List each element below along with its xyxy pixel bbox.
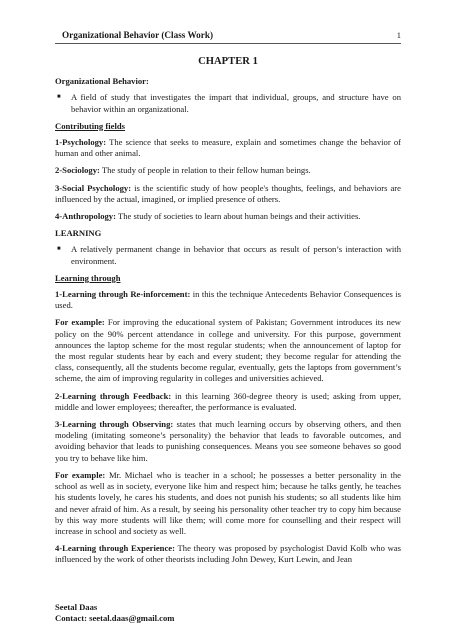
square-bullet-icon: ■ (57, 246, 61, 253)
example-2-label: For example: (55, 469, 106, 480)
observing-label: 3-Learning through Observing: (55, 419, 174, 430)
contributing-fields-heading: Contributing fields (55, 120, 125, 131)
example-2-text: Mr. Michael who is teacher in a school; he possesses a better personality in the school as well as in society, everyone like him and respect him; because he talks gently, he teaches his students lovely, he cares his students, and does not punish his students; so all students like him and never afraid of him. As a result, by seeing his personality other teacher try to copy him because by this way more students will like them; will come more for counselling and their respect will increase in school and society as well. (55, 469, 401, 536)
learning-through-heading: Learning through (55, 272, 121, 283)
reinforcement-label: 1-Learning through Re-inforcement: (55, 289, 191, 300)
ob-heading: Organizational Behavior: (55, 76, 149, 87)
experience-label: 4-Learning through Experience: (55, 543, 175, 554)
psychology-label: 1-Psychology: (55, 137, 107, 148)
experience-text: The theory was proposed by psychologist David Kolb who was influenced by the work of other theorists including John Dewey, Kurt Lewin, and Jean (55, 543, 401, 565)
observing-text: states that much learning occurs by observing others, and then modeling (imitating someone’s personality) the behavior that leads to favorable outcomes, and avoiding behavior that leads to punishing consequences. Means you see someone behaves so good you try to behave like him. (55, 419, 401, 463)
page-footer (55, 602, 174, 624)
psychology-paragraph (55, 137, 401, 159)
sociology-text: The study of people in relation to their fellow human beings. (99, 165, 311, 176)
learning-bullet-item (55, 244, 401, 266)
sociology-paragraph (55, 165, 401, 176)
page-header (62, 30, 401, 44)
social-psychology-label: 3-Social Psychology: (55, 182, 132, 193)
header-rule (55, 43, 401, 44)
anthropology-text: The study of societies to learn about human beings and their activities. (115, 211, 361, 222)
ob-bullet-item (55, 92, 401, 114)
observing-paragraph (55, 419, 401, 464)
footer-name: Seetal Daas (55, 602, 98, 612)
page-number: 1 (396, 30, 401, 40)
anthropology-paragraph (55, 211, 401, 222)
chapter-title: CHAPTER 1 (198, 56, 258, 67)
header-title: Organizational Behavior (Class Work) (62, 30, 214, 40)
example-1-paragraph (55, 317, 401, 384)
square-bullet-icon: ■ (57, 94, 61, 101)
social-psychology-text: is the scientific study of how people's thoughts, feelings, and behaviors are influenced by the actual, imagined, or implied presence of others. (55, 182, 401, 204)
feedback-paragraph (55, 391, 401, 413)
learning-bullet-text: A relatively permanent change in behavior that occurs as result of person’s interaction with environment. (71, 244, 401, 266)
example-1-label: For example: (55, 317, 105, 328)
reinforcement-text: in this the technique Antecedents Behavior Consequences is used. (55, 289, 401, 311)
feedback-text: in this learning 360-degree theory is used; asking from upper, middle and lower employees; thereafter, the performance is evaluated. (55, 390, 402, 412)
psychology-text: The science that seeks to measure, explain and sometimes change the behavior of human and other animal. (55, 137, 401, 159)
social-psychology-paragraph (55, 183, 401, 205)
page-content (55, 56, 401, 572)
ob-bullet-text: A field of study that investigates the impart that individual, groups, and structure have on behavior within an organizational. (71, 92, 401, 114)
experience-paragraph (55, 543, 401, 565)
learning-heading: LEARNING (55, 228, 102, 239)
feedback-label: 2-Learning through Feedback: (55, 390, 172, 401)
reinforcement-paragraph (55, 289, 401, 311)
sociology-label: 2-Sociology: (55, 165, 100, 176)
anthropology-label: 4-Anthropology: (55, 211, 116, 222)
footer-contact: Contact: seetal.daas@gmail.com (55, 613, 175, 624)
example-1-text: For improving the educational system of Pakistan; Government introduces its new policy on the 90% percent attendance in college and university. For this purpose, government announces the laptop scheme for the most regular students; when the announcement of laptop for the most regular students hear by each and every student; they become regular for attending the class, consequently, all the students become regular, eventually, gets the laptops from government’s scheme, the aim of improving regularity in colleges and universities achieved. (55, 317, 401, 384)
example-2-paragraph (55, 470, 401, 537)
